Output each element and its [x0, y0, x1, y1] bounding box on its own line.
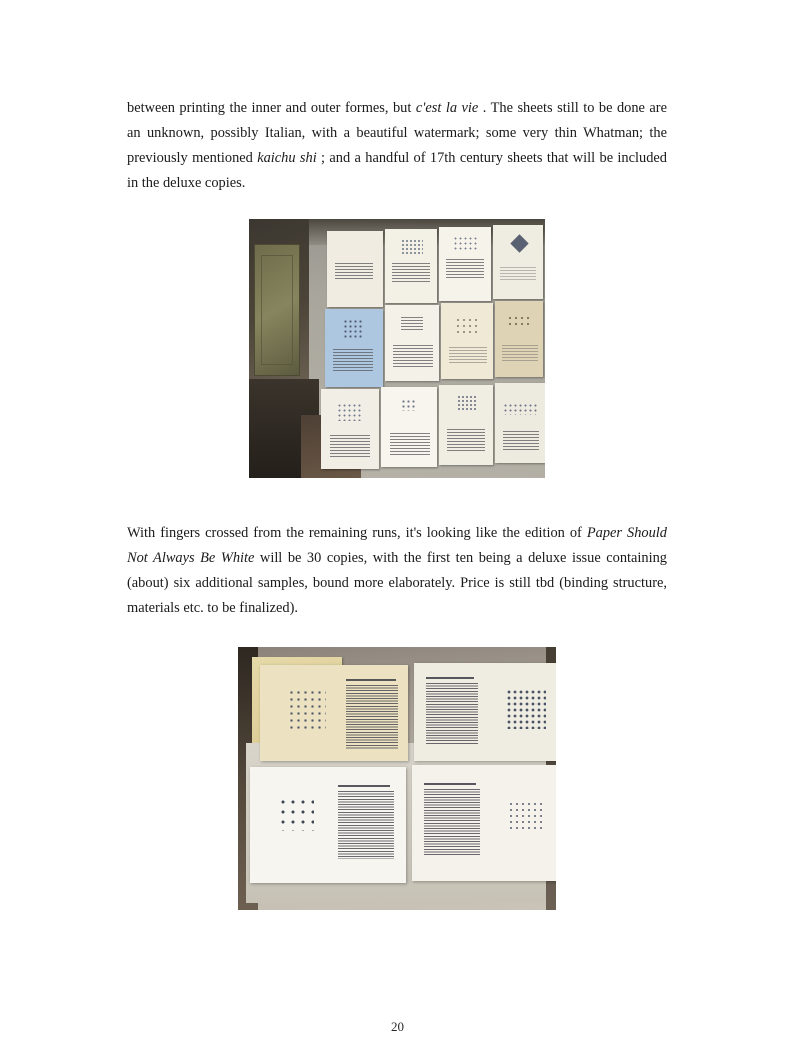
spread-bottom-right: [412, 765, 556, 881]
run-text: With fingers crossed from the remaining runs, it's looking like the edition of: [127, 525, 587, 541]
spread-top-left: [260, 665, 408, 761]
paragraph-two: [127, 521, 667, 621]
run-italic: c'est la vie: [415, 100, 479, 116]
spread-top-right: [414, 663, 556, 761]
paragraph-one: [127, 96, 667, 196]
specimen-sheet: [495, 383, 545, 463]
run-italic: kaichu shi: [257, 150, 317, 166]
specimen-sheet: [493, 225, 543, 299]
specimen-sheet: [439, 227, 491, 301]
specimen-sheet: [321, 389, 379, 469]
specimen-sheet: [385, 229, 437, 303]
run-text: ; and a handful of 17th century sheets that will be included in the deluxe copies.: [127, 150, 667, 191]
figure-open-spreads: [238, 647, 556, 910]
specimen-sheet: [439, 385, 493, 465]
green-book-object: [254, 244, 300, 376]
specimen-sheet: [325, 309, 383, 387]
run-text: . The sheets still to be done are an unknown, possibly Italian, with a beautiful watermark; some very thin Whatman; the previously mentioned: [127, 100, 667, 166]
figure-specimen-grid: [249, 219, 545, 478]
specimen-sheet: [381, 387, 437, 467]
specimen-sheet: [441, 303, 493, 379]
specimen-sheet: [327, 231, 383, 307]
run-text: between printing the inner and outer formes, but: [127, 100, 416, 116]
page-number: 20: [391, 1019, 404, 1034]
specimen-sheet: [385, 305, 439, 381]
specimen-sheet: [495, 301, 543, 377]
run-text: will be 30 copies, with the first ten being a deluxe issue containing (about) six additional samples, bound more elaborately. Price is still tbd (binding structure, materials etc. to be finalized).: [127, 550, 668, 616]
text-column: [127, 96, 667, 910]
spread-bottom-left: [250, 767, 406, 883]
run-italic: Paper Should Not Always Be White: [127, 525, 668, 566]
